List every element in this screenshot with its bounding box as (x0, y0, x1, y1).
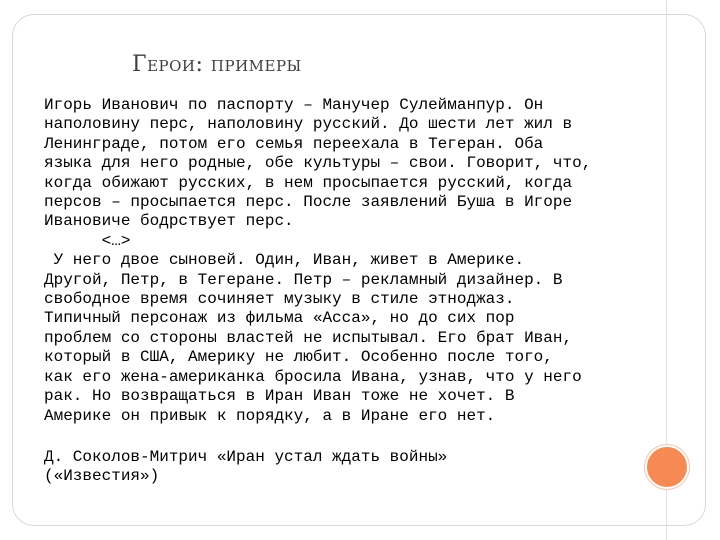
text-line: который в США, Америку не любит. Особенно после того, (44, 348, 553, 367)
text-line: У него двое сыновей. Один, Иван, живет в Америке. (44, 251, 525, 270)
decorative-circle-icon (645, 445, 689, 489)
paragraph-gap (44, 426, 644, 448)
text-line: языка для него родные, обе культуры – свои. Говорит, что, (44, 154, 592, 173)
text-line: персов – просыпается перс. После заявлений Буша в Игоре (44, 193, 573, 212)
slide-body (44, 96, 644, 487)
text-line: Ленинграде, потом его семья переехала в Тегеран. Оба (44, 134, 544, 153)
text-line: когда обижают русских, в нем просыпается русский, когда (44, 173, 573, 192)
source-line: («Известия») (44, 467, 160, 486)
text-line: Америке он привык к порядку, а в Иране его нет. (44, 406, 496, 425)
text-line: Ивановиче бодрствует перс. (44, 212, 294, 231)
ellipsis-line: <…> (44, 231, 131, 250)
text-line: Игорь Иванович по паспорту – Манучер Сулейманпур. Он (44, 96, 544, 114)
text-line: как его жена-американка бросила Ивана, узнав, что у него (44, 367, 582, 386)
source-line: Д. Соколов-Митрич «Иран устал ждать войны» (44, 447, 448, 466)
text-line: свободное время сочиняет музыку в стиле этноджаз. (44, 290, 515, 309)
text-line: Типичный персонаж из фильма «Асса», но до сих пор (44, 309, 515, 328)
text-line: проблем со стороны властей не испытывал. Его брат Иван, (44, 328, 573, 347)
text-line: рак. Но возвращаться в Иран Иван тоже не хочет. В (44, 387, 515, 406)
slide-title: Герои: примеры (132, 52, 302, 77)
text-line: Другой, Петр, в Тегеране. Петр – рекламный дизайнер. В (44, 270, 563, 289)
text-line: наполовину перс, наполовину русский. До шести лет жил в (44, 115, 573, 134)
